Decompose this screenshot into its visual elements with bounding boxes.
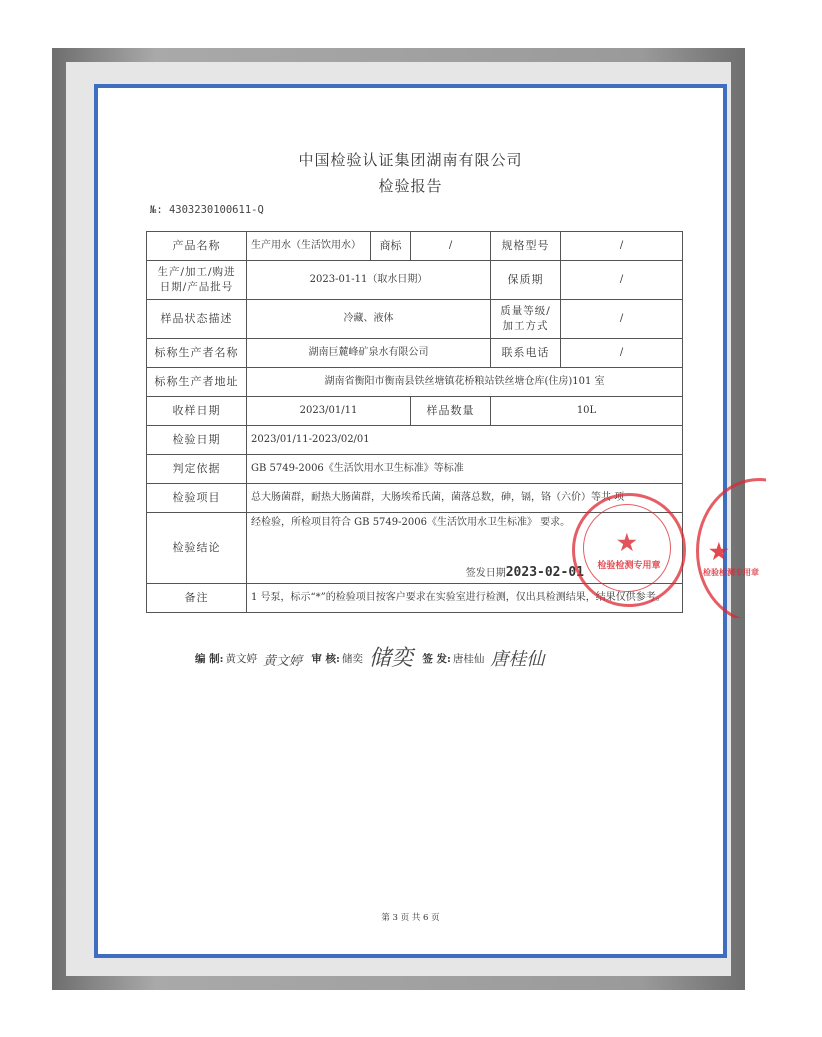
issue-date-value: 2023-02-01 [505, 565, 584, 580]
receive-value: 2023/01/11 [247, 397, 411, 426]
remark-label: 备注 [147, 584, 247, 613]
page-number: 第 3 页 共 6 页 [381, 913, 440, 923]
table-row [147, 300, 683, 339]
date-value: 2023-01-11（取水日期） [247, 261, 491, 300]
table-row [147, 339, 683, 368]
review-label: 审 核: [311, 653, 340, 665]
maker-label: 标称生产者名称 [147, 339, 247, 368]
grade-label [491, 300, 561, 339]
receive-label: 收样日期 [147, 397, 247, 426]
state-value: 冷藏、液体 [247, 300, 491, 339]
address-value: 湖南省衡阳市衡南县铁丝塘镇花桥粮站铁丝塘仓库(住房)101 室 [247, 368, 683, 397]
partial-seal-label: 检验检测专用章 [703, 567, 759, 577]
basis-label: 判定依据 [147, 455, 247, 484]
maker-value: 湖南巨麓峰矿泉水有限公司 [247, 339, 491, 368]
address-label: 标称生产者地址 [147, 368, 247, 397]
table-row [147, 232, 683, 261]
product-name-label: 产品名称 [147, 232, 247, 261]
official-seal [572, 493, 686, 607]
seal-label: 检验检测专用章 [597, 561, 661, 571]
basis-value: GB 5749-2006《生活饮用水卫生标准》等标准 [247, 455, 683, 484]
issue-label: 签 发: [422, 653, 451, 665]
partial-seal-star-icon: ★ [709, 539, 729, 565]
issue-name: 唐桂仙 [452, 653, 485, 665]
spec-label: 规格型号 [491, 232, 561, 261]
test-date-value: 2023/01/11-2023/02/01 [247, 426, 683, 455]
qty-value: 10L [491, 397, 683, 426]
review-signature: 储奕 [368, 646, 413, 671]
table-row [147, 426, 683, 455]
conclusion-label: 检验结论 [147, 513, 247, 584]
spec-value: / [561, 232, 683, 261]
phone-label: 联系电话 [491, 339, 561, 368]
shelf-value: / [561, 261, 683, 300]
compile-signature: 黄文婷 [263, 654, 303, 669]
test-date-label: 检验日期 [147, 426, 247, 455]
company-name: 中国检验认证集团湖南有限公司 [298, 151, 523, 169]
date-label [147, 261, 247, 300]
shelf-label: 保质期 [491, 261, 561, 300]
date-label-line2: 日期/产品批号 [159, 281, 234, 293]
items-value: 总大肠菌群，耐热大肠菌群，大肠埃希氏菌，菌落总数，砷，镉，铬（六价）等共 项 [247, 484, 683, 513]
table-row [147, 261, 683, 300]
qty-label: 样品数量 [411, 397, 491, 426]
report-title: 检验报告 [378, 177, 443, 195]
table-row [147, 455, 683, 484]
phone-value: / [561, 339, 683, 368]
seal-star-icon: ★ [617, 530, 637, 556]
items-label: 检验项目 [147, 484, 247, 513]
grade-label-line2: 加工方式 [502, 320, 549, 332]
table-row [147, 397, 683, 426]
signature-row [195, 641, 695, 672]
partial-seal [696, 478, 766, 618]
compile-name: 黄文婷 [225, 653, 258, 665]
brand-label: 商标 [371, 232, 411, 261]
brand-value: / [411, 232, 491, 261]
partial-seal-clip [696, 478, 766, 618]
issue-signature: 唐桂仙 [490, 649, 545, 670]
grade-value: / [561, 300, 683, 339]
issue-date-line [466, 565, 584, 582]
date-label-line1: 生产/加工/购进 [157, 266, 236, 278]
grade-label-line1: 质量等级/ [500, 305, 551, 317]
product-name-value: 生产用水（生活饮用水） [247, 232, 371, 261]
state-label: 样品状态描述 [147, 300, 247, 339]
report-number: №: 4303230100611-Q [150, 204, 264, 216]
table-row [147, 368, 683, 397]
review-name: 储奕 [341, 653, 363, 665]
remark-value: 1 号泵，标示“*”的检验项目按客户要求在实验室进行检测，仅出具检测结果，结果仅供参考。 [247, 584, 683, 613]
conclusion-text: 经检验，所检项目符合 GB 5749-2006《生活饮用水卫生标准》 要求。 [251, 517, 571, 528]
issue-date-label: 签发日期 [465, 568, 506, 579]
compile-label: 编 制: [195, 653, 224, 665]
